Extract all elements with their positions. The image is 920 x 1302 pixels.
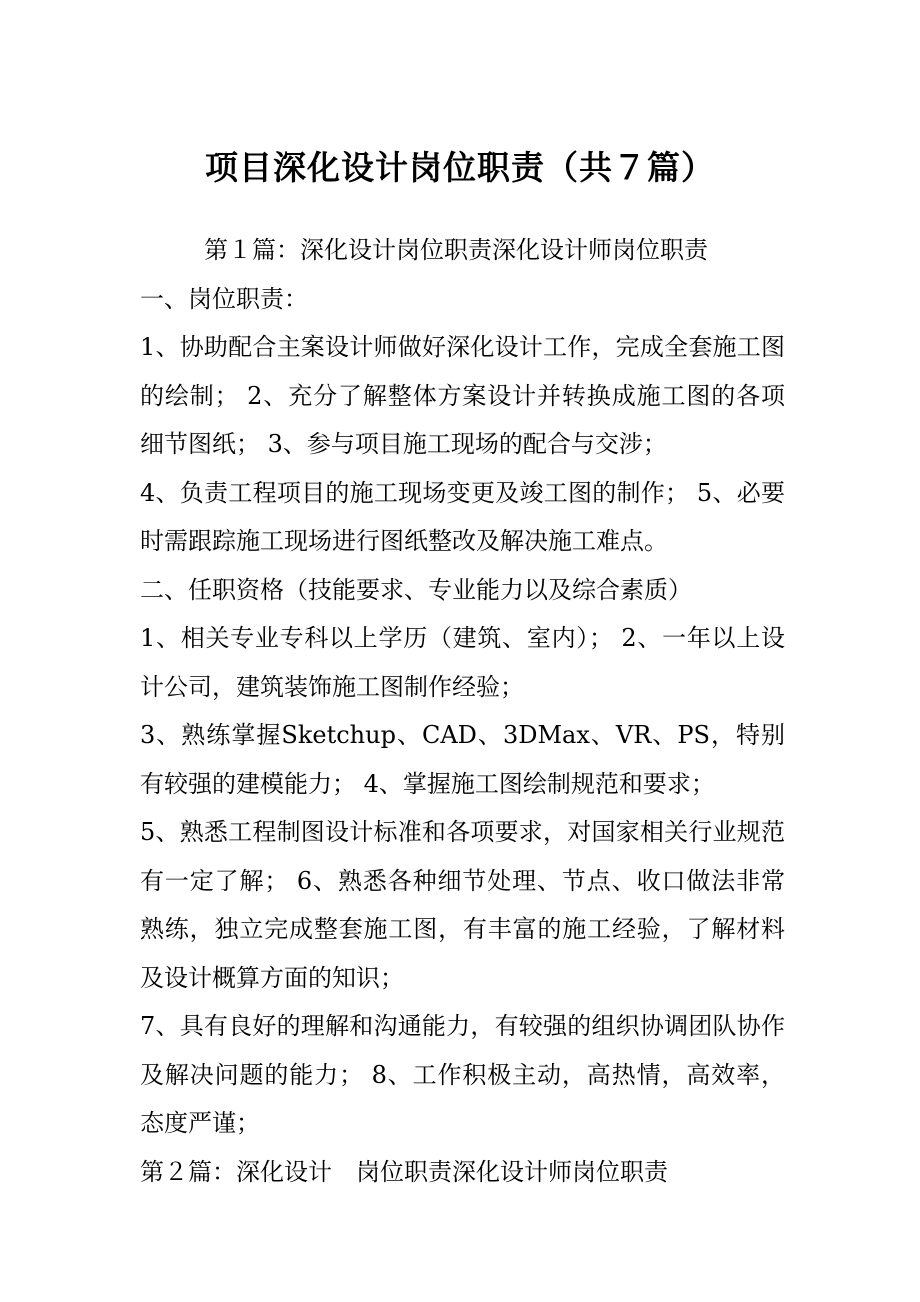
section-heading-part-2: 第２篇：深化设计 岗位职责深化设计师岗位职责	[140, 1157, 668, 1186]
subheading-duties: 一、岗位职责：	[140, 284, 308, 313]
paragraph-qualifications-1-2: 1、相关专业专科以上学历（建筑、室内）； 2、一年以上设计公司，建筑装饰施工图制作经验；	[140, 624, 785, 701]
paragraph-qualifications-7-8: 7、具有良好的理解和沟通能力，有较强的组织协调团队协作及解决问题的能力； 8、工作积极主动，高热情，高效率，态度严谨；	[140, 1012, 785, 1137]
document-body	[140, 226, 785, 1196]
paragraph-duties-1-3: 1、协助配合主案设计师做好深化设计工作，完成全套施工图的绘制； 2、充分了解整体方案设计并转换成施工图的各项细节图纸； 3、参与项目施工现场的配合与交涉；	[140, 333, 785, 458]
paragraph-qualifications-5-6: 5、熟悉工程制图设计标准和各项要求，对国家相关行业规范有一定了解； 6、熟悉各种细节处理、节点、收口做法非常熟练，独立完成整套施工图，有丰富的施工经验，了解材料及设计概算方面的知识；	[140, 818, 785, 992]
subheading-qualifications: 二、任职资格（技能要求、专业能力以及综合素质）	[140, 575, 692, 604]
section-heading-part-1: 第１篇：深化设计岗位职责深化设计师岗位职责	[204, 236, 708, 264]
paragraph-qualifications-3-4: 3、熟练掌握Sketchup、CAD、3DMax、VR、PS，特别有较强的建模能力； 4、掌握施工图绘制规范和要求；	[140, 721, 785, 798]
document-title: 项目深化设计岗位职责（共７篇）	[205, 148, 715, 187]
paragraph-duties-4-5: 4、负责工程项目的施工现场变更及竣工图的制作； 5、必要时需跟踪施工现场进行图纸整改及解决施工难点。	[140, 478, 785, 555]
